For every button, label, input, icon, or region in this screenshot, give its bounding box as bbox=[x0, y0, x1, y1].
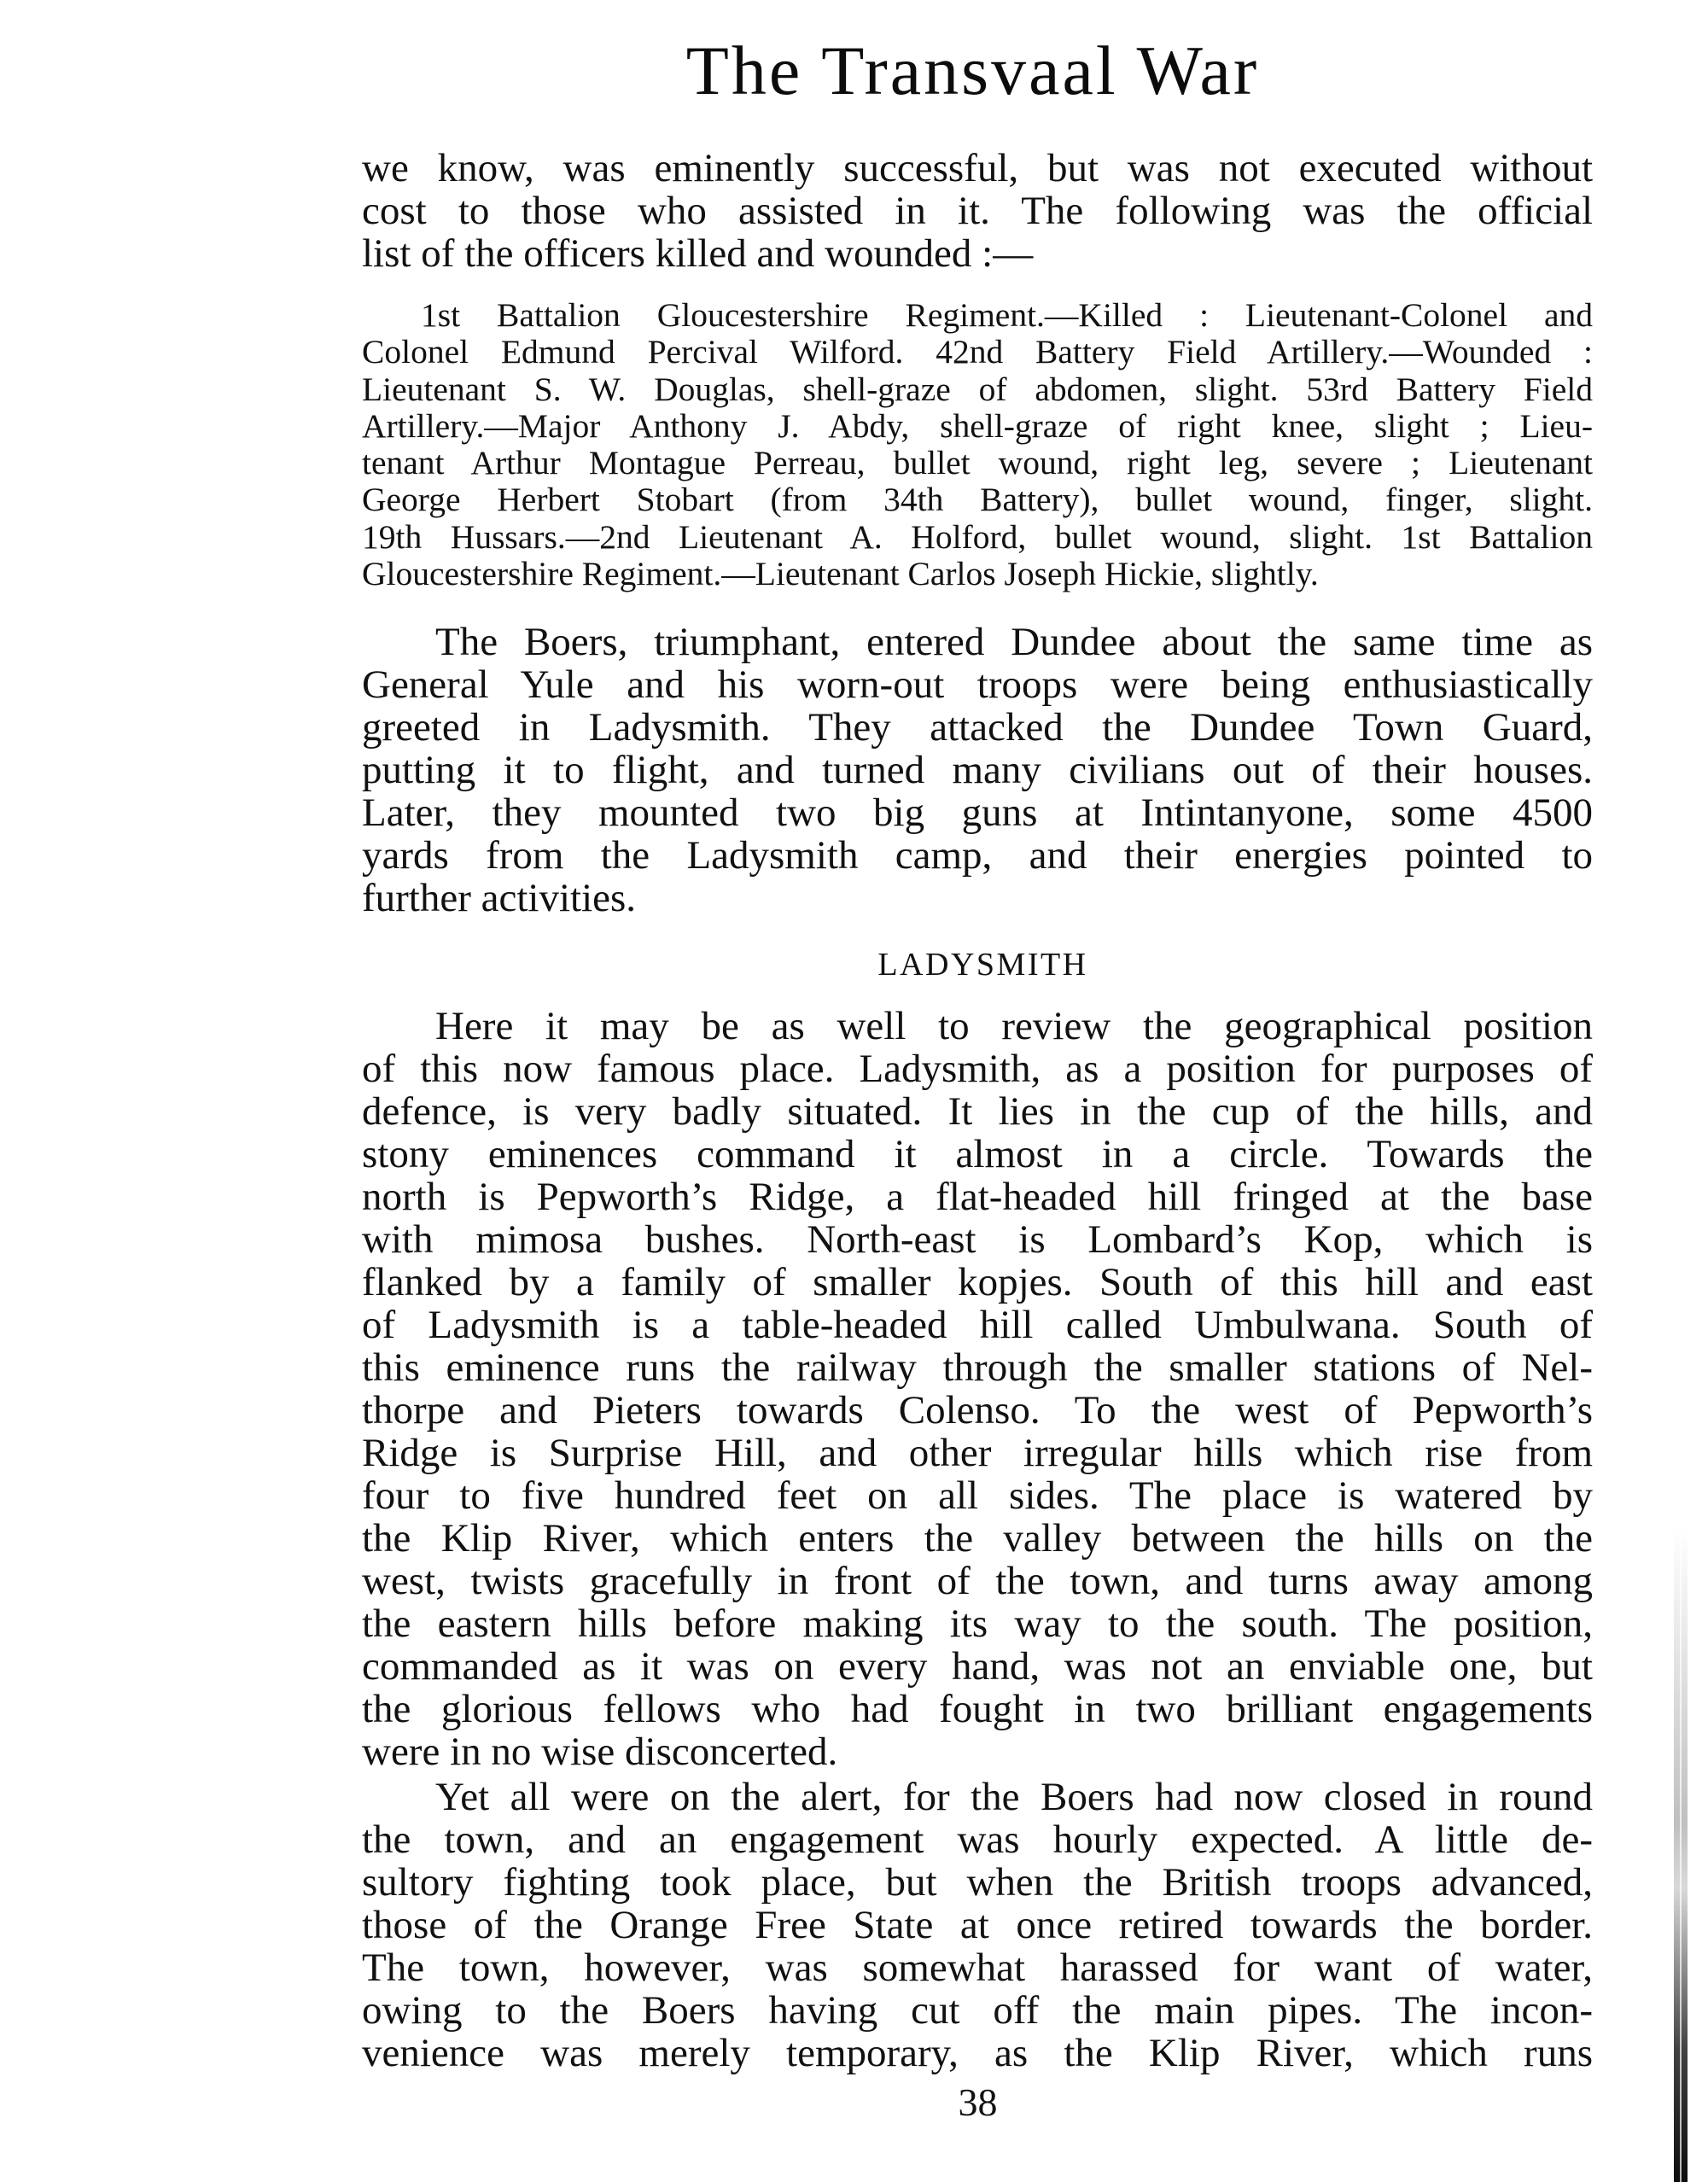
text-line: four to five hundred feet on all sides. The place is watered by bbox=[362, 1474, 1593, 1517]
text-line: yards from the Ladysmith camp, and their energies pointed to bbox=[362, 834, 1593, 877]
text-line: Later, they mounted two big guns at Intintanyone, some 4500 bbox=[362, 791, 1593, 834]
text-line: further activities. bbox=[362, 877, 637, 919]
text-line: commanded as it was on every hand, was not an enviable one, but bbox=[362, 1645, 1593, 1688]
text-line: west, twists gracefully in front of the town, and turns away among bbox=[362, 1560, 1593, 1602]
page-title: The Transvaal War bbox=[685, 32, 1260, 109]
text-line: with mimosa bushes. North-east is Lombard’s Kop, which is bbox=[362, 1218, 1593, 1261]
text-line: 1st Battalion Gloucestershire Regiment.—Killed : Lieutenant-Colonel and bbox=[421, 297, 1593, 334]
text-line: Lieutenant S. W. Douglas, shell-graze of abdomen, slight. 53rd Battery Field bbox=[362, 370, 1593, 408]
text-line: stony eminences command it almost in a circle. Towards the bbox=[362, 1133, 1593, 1176]
page-number: 38 bbox=[958, 2080, 998, 2124]
text-line: owing to the Boers having cut off the main pipes. The incon- bbox=[362, 1989, 1593, 2032]
text-line: venience was merely temporary, as the Klip River, which runs bbox=[362, 2032, 1593, 2074]
text-line: those of the Orange Free State at once retired towards the border. bbox=[362, 1904, 1593, 1946]
text-line: were in no wise disconcerted. bbox=[362, 1730, 838, 1773]
text-line: thorpe and Pieters towards Colenso. To the west of Pepworth’s bbox=[362, 1389, 1593, 1432]
text-line: the Klip River, which enters the valley between the hills on the bbox=[362, 1517, 1593, 1560]
text-line: the glorious fellows who had fought in two brilliant engagements bbox=[362, 1688, 1593, 1730]
paragraph-alert bbox=[362, 1776, 1593, 2074]
text-line: Gloucestershire Regiment.—Lieutenant Carlos Joseph Hickie, slightly. bbox=[362, 556, 1319, 593]
text-line: the town, and an engagement was hourly expected. A little de- bbox=[362, 1818, 1593, 1861]
paragraph-geography bbox=[362, 1005, 1593, 1773]
text-line: Colonel Edmund Percival Wilford. 42nd Battery Field Artillery.—Wounded : bbox=[362, 334, 1593, 371]
text-line: north is Pepworth’s Ridge, a flat-headed hill fringed at the base bbox=[362, 1176, 1593, 1218]
text-line: Here it may be as well to review the geographical position bbox=[435, 1005, 1593, 1047]
text-line: cost to those who assisted in it. The following was the official bbox=[362, 190, 1593, 232]
text-line: greeted in Ladysmith. They attacked the Dundee Town Guard, bbox=[362, 706, 1593, 749]
text-line: this eminence runs the railway through the smaller stations of Nel- bbox=[362, 1346, 1593, 1389]
text-line: The town, however, was somewhat harassed for want of water, bbox=[362, 1946, 1593, 1989]
text-line: defence, is very badly situated. It lies in the cup of the hills, and bbox=[362, 1090, 1593, 1133]
text-line: tenant Arthur Montague Perreau, bullet wound, right leg, severe ; Lieutenant bbox=[362, 445, 1593, 482]
paragraph-intro bbox=[362, 147, 1593, 275]
paragraph-boers-dundee bbox=[362, 621, 1593, 919]
text-line: of this now famous place. Ladysmith, as a position for purposes of bbox=[362, 1047, 1593, 1090]
text-line: Artillery.—Major Anthony J. Abdy, shell-graze of right knee, slight ; Lieu- bbox=[362, 407, 1593, 445]
text-line: General Yule and his worn-out troops were being enthusiastically bbox=[362, 663, 1593, 706]
text-line: 19th Hussars.—2nd Lieutenant A. Holford, bullet wound, slight. 1st Battalion bbox=[362, 518, 1593, 556]
scan-edge-artifact bbox=[1674, 1528, 1688, 2182]
text-line: Yet all were on the alert, for the Boers had now closed in round bbox=[435, 1776, 1593, 1818]
casualty-list bbox=[362, 297, 1593, 592]
text-line: Ridge is Surprise Hill, and other irregular hills which rise from bbox=[362, 1432, 1593, 1474]
text-line: George Herbert Stobart (from 34th Battery), bullet wound, finger, slight. bbox=[362, 481, 1593, 519]
text-line: we know, was eminently successful, but was not executed without bbox=[362, 147, 1593, 190]
text-line: of Ladysmith is a table-headed hill called Umbulwana. South of bbox=[362, 1304, 1593, 1346]
text-line: the eastern hills before making its way to the south. The position, bbox=[362, 1602, 1593, 1645]
text-line: flanked by a family of smaller kopjes. South of this hill and east bbox=[362, 1261, 1593, 1304]
text-line: putting it to flight, and turned many civilians out of their houses. bbox=[362, 749, 1593, 791]
text-line: The Boers, triumphant, entered Dundee about the same time as bbox=[435, 621, 1593, 663]
text-line: sultory fighting took place, but when the British troops advanced, bbox=[362, 1861, 1593, 1904]
section-heading: LADYSMITH bbox=[877, 947, 1088, 983]
text-line: list of the officers killed and wounded :— bbox=[362, 232, 1034, 275]
